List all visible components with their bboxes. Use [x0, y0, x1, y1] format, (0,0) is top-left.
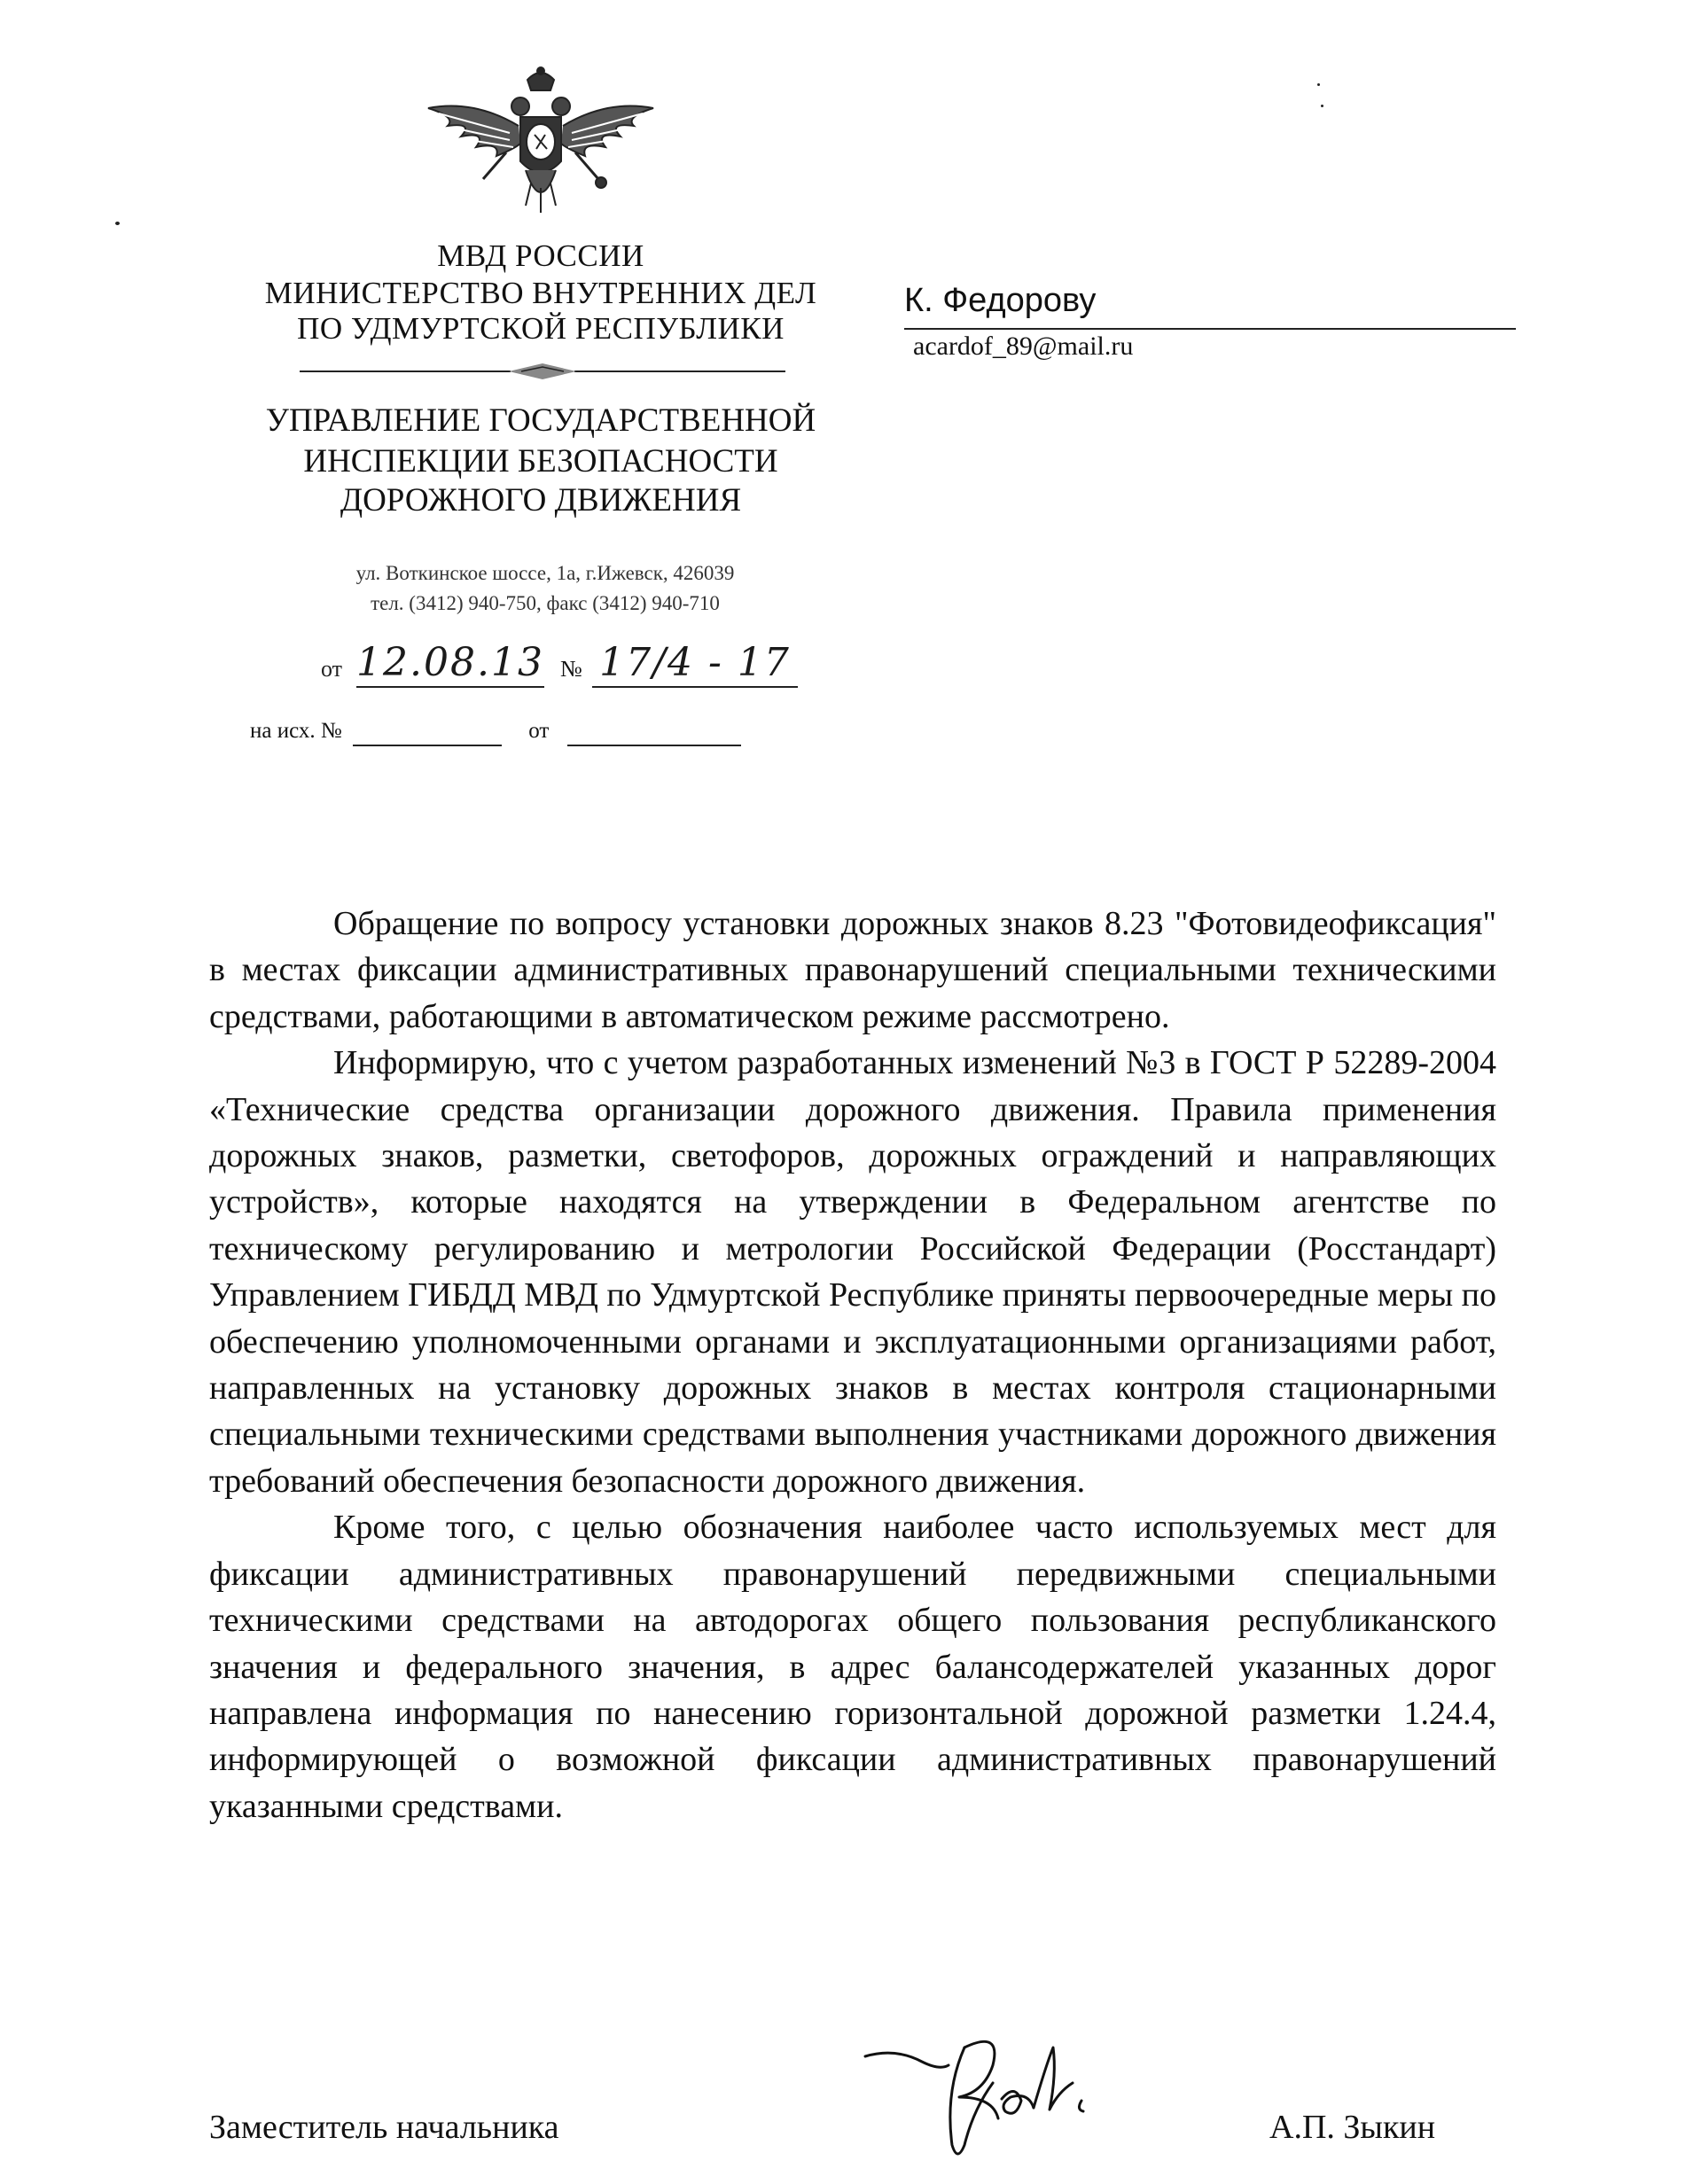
scan-speck [1317, 83, 1320, 86]
scan-speck [115, 222, 120, 225]
incoming-date-blank [567, 722, 741, 746]
incoming-ref-row [250, 716, 741, 746]
registration-date-row [321, 651, 342, 687]
scan-speck [1321, 105, 1323, 107]
department-line-1: УПРАВЛЕНИЕ ГОСУДАРСТВЕННОЙ [265, 402, 816, 439]
recipient-email: acardof_89@mail.ru [913, 332, 1134, 361]
incoming-label: на исх. № [250, 719, 342, 743]
handwritten-signature [860, 2012, 1126, 2172]
org-line-1: МВД РОССИИ [437, 238, 644, 273]
date-field [356, 640, 544, 688]
number-label: № [560, 656, 582, 682]
signatory-position: Заместитель начальника [209, 2109, 559, 2146]
date-value: 12.08.13 [356, 640, 544, 685]
recipient-name: К. Федорову [904, 282, 1097, 319]
number-value: 17/4 - 17 [599, 640, 791, 685]
incoming-number-blank [353, 722, 502, 746]
signatory-name: А.П. Зыкин [1269, 2109, 1436, 2146]
letter-body [209, 901, 1496, 1829]
incoming-from-label: от [528, 719, 550, 743]
department-line-3: ДОРОЖНОГО ДВИЖЕНИЯ [340, 482, 742, 519]
paragraph-3: Кроме того, с целью обозначения наиболее часто используемых мест для фиксации административных правонарушений передвижными специальными техническими средствами на автодорогах общего пользования республиканского значения и федерального значения, в адрес балансодержателей указанных дорог направлена информация по нанесению горизонтальной дорожной разметки 1.24.4, информирующей о возможной фиксации административных правонарушений указанными средствами. [209, 1509, 1496, 1825]
date-label: от [321, 656, 343, 682]
ornamental-divider [300, 358, 785, 385]
paragraph-1: Обращение по вопросу установки дорожных знаков 8.23 "Фотовидеофиксация" в местах фиксации административных правонарушений специальными техническими средствами, работающими в автоматическом режиме рассмотрено. [209, 905, 1496, 1035]
number-field [592, 640, 798, 688]
paragraph-2: Информирую, что с учетом разработанных изменений №3 в ГОСТ Р 52289-2004 «Технические средства организации дорожного движения. Правила применения дорожных знаков, разметки, светофоров, дорожных ограждений и направляющих устройств», которые находятся на утверждении в Федеральном агентстве по техническому регулированию и метрологии Российской Федерации (Росстандарт) Управлением ГИБДД МВД по Удмуртской Республике приняты первоочередные меры по обеспечению уполномоченными органами и эксплуатационными организациями работ, направленных на установку дорожных знаков в местах контроля стационарными специальными техническими средствами выполнения участниками дорожного движения требований обеспечения безопасности дорожного движения. [209, 1044, 1496, 1500]
recipient-underline [904, 328, 1516, 330]
org-line-2: МИНИСТЕРСТВО ВНУТРЕННИХ ДЕЛ [264, 276, 817, 310]
phone-fax-line: тел. (3412) 940-750, факс (3412) 940-710 [371, 592, 720, 614]
department-line-2: ИНСПЕКЦИИ БЕЗОПАСНОСТИ [303, 443, 778, 480]
org-line-3: ПО УДМУРТСКОЙ РЕСПУБЛИКИ [297, 311, 785, 346]
address-line: ул. Воткинское шоссе, 1а, г.Ижевск, 426039 [355, 562, 735, 584]
double-headed-eagle-emblem [421, 64, 660, 232]
